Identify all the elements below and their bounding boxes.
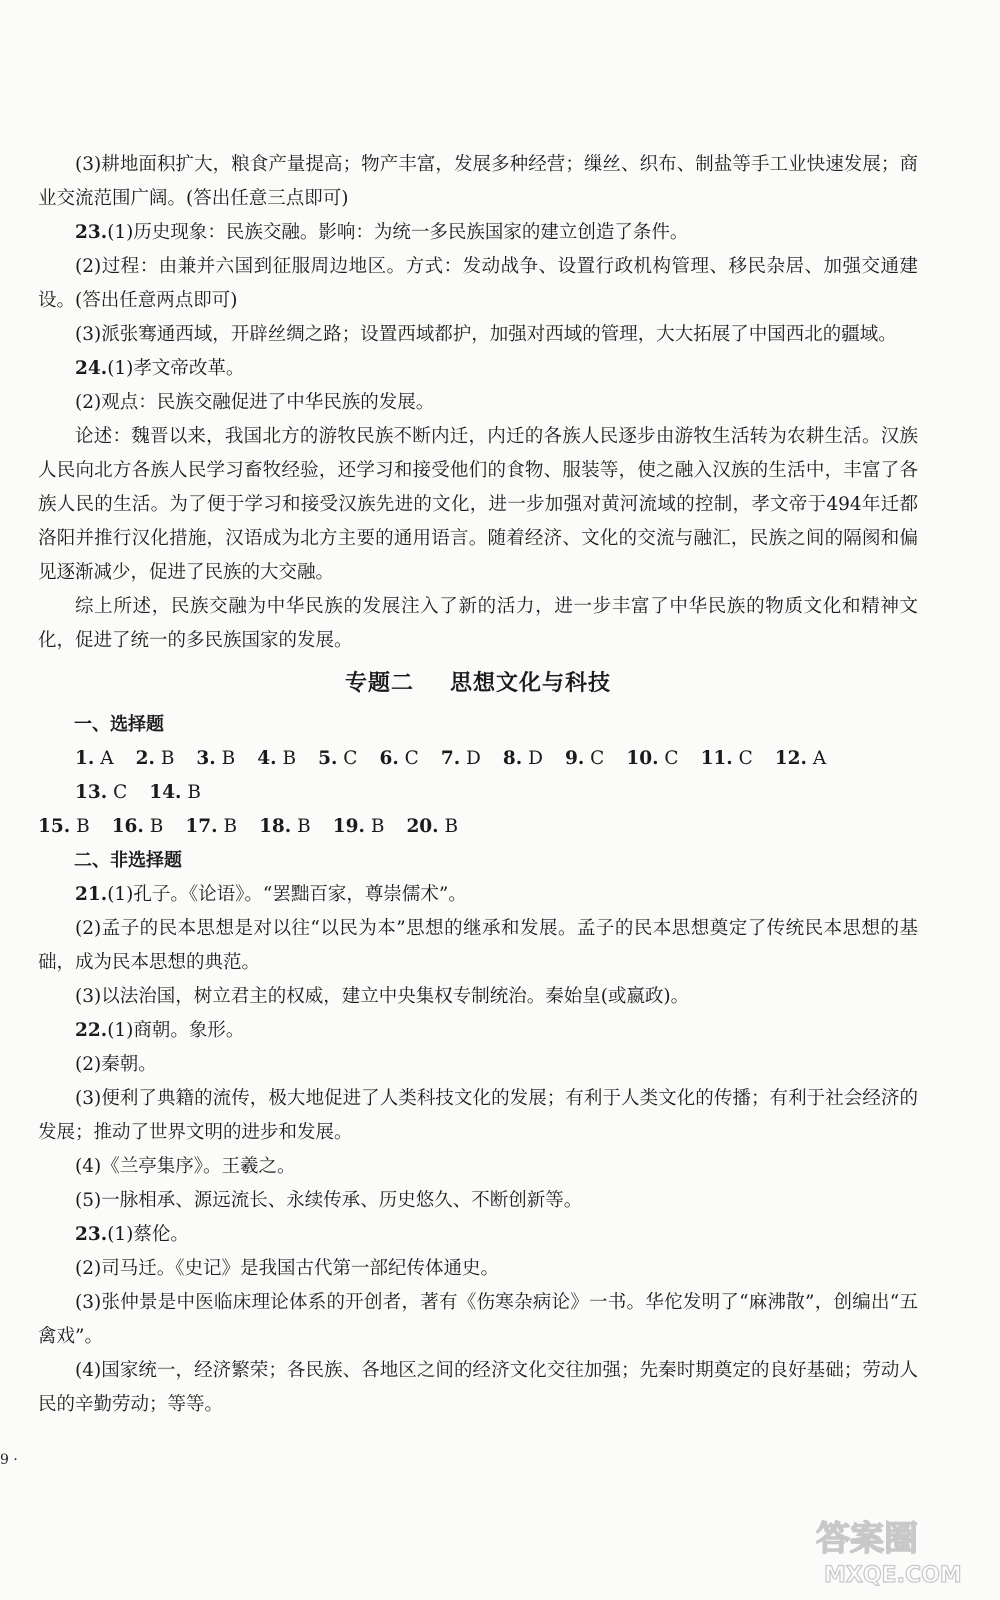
choice-answer xyxy=(775,742,826,776)
answer-text: (5)一脉相承、源远流长、永续传承、历史悠久、不断创新等。 xyxy=(75,1190,583,1211)
topic-one-answers xyxy=(38,148,918,658)
answer-paragraph xyxy=(38,1354,918,1422)
answer-text: (1)孝文帝改革。 xyxy=(107,358,245,379)
choice-answer xyxy=(136,742,175,776)
choice-letter: B xyxy=(160,748,175,769)
answer-text: (4)《兰亭集序》。王羲之。 xyxy=(75,1156,296,1177)
answer-text: (3)耕地面积扩大，粮食产量提高；物产丰富，发展多种经营；缫丝、织布、制盐等手工业快速发展；商业交流范围广阔。(答出任意三点即可) xyxy=(38,154,918,209)
choice-answer xyxy=(318,742,357,776)
choice-number: 6. xyxy=(379,748,399,769)
answer-text: (3)以法治国，树立君主的权威，建立中央集权专制统治。秦始皇(或嬴政)。 xyxy=(75,986,690,1007)
choice-answer xyxy=(503,742,543,776)
answer-text: (1)历史现象：民族交融。影响：为统一多民族国家的建立创造了条件。 xyxy=(107,222,689,243)
choice-answers xyxy=(38,742,918,844)
choice-letter: B xyxy=(149,816,164,837)
choice-letter: B xyxy=(187,782,201,803)
section-nonchoice-heading: 二、非选择题 xyxy=(74,850,182,871)
question-number: 21. xyxy=(75,884,108,905)
choice-answer xyxy=(257,742,296,776)
choice-number: 5. xyxy=(318,748,338,769)
question-number: 24. xyxy=(75,358,108,379)
choice-number: 13. xyxy=(75,782,108,803)
choice-letter: B xyxy=(223,816,238,837)
choice-letter: D xyxy=(466,748,481,769)
choice-answer xyxy=(626,742,678,776)
answer-paragraph xyxy=(38,216,918,250)
answer-text: (2)孟子的民本思想是对以往“以民为本”思想的继承和发展。孟子的民本思想奠定了传统民本思想的基础，成为民本思想的典范。 xyxy=(38,918,918,973)
choice-number: 15. xyxy=(38,816,71,837)
choice-letter: B xyxy=(444,816,459,837)
topic-two-answers xyxy=(38,878,918,1422)
answer-text: (1)商朝。象形。 xyxy=(107,1020,245,1041)
answer-paragraph xyxy=(38,980,918,1014)
choice-number: 2. xyxy=(135,748,155,769)
choice-answer xyxy=(565,742,604,776)
choice-number: 7. xyxy=(440,748,461,769)
choice-letter: C xyxy=(343,748,358,769)
choice-letter: C xyxy=(664,748,679,769)
choice-letter: A xyxy=(812,748,827,769)
choice-number: 12. xyxy=(774,748,807,769)
choice-answers-row xyxy=(38,810,918,844)
answer-paragraph xyxy=(38,148,918,216)
answer-text: 综上所述，民族交融为中华民族的发展注入了新的活力，进一步丰富了中华民族的物质文化和精神文化，促进了统一的多民族国家的发展。 xyxy=(38,596,918,651)
choice-number: 1. xyxy=(75,748,95,769)
choice-number: 16. xyxy=(111,816,144,837)
choice-letter: B xyxy=(297,816,311,837)
answer-text: 论述：魏晋以来，我国北方的游牧民族不断内迁，内迁的各族人民逐步由游牧生活转为农耕生活。汉族人民向北方各族人民学习畜牧经验，还学习和接受他们的食物、服装等，使之融入汉族的生活中，丰富了各族人民的生活。为了便于学习和接受汉族先进的文化，进一步加强对黄河流域的控制，孝文帝于494年迁都洛阳并推行汉化措施，汉语成为北方主要的通用语言。随着经济、文化的交流与融汇，民族之间的隔阂和偏见逐渐减少，促进了民族的大交融。 xyxy=(38,426,918,583)
answer-page xyxy=(38,148,918,1422)
answer-paragraph xyxy=(38,1184,918,1218)
choice-answer xyxy=(185,810,237,844)
choice-answer xyxy=(196,742,235,776)
answer-paragraph xyxy=(38,878,918,912)
choice-letter: C xyxy=(404,748,419,769)
choice-number: 8. xyxy=(502,748,523,769)
choice-answer xyxy=(149,776,201,810)
choice-letter: A xyxy=(100,748,114,769)
choice-letter: B xyxy=(370,816,385,837)
choice-letter: C xyxy=(738,748,753,769)
section-choice-heading: 一、选择题 xyxy=(74,714,164,735)
answer-paragraph xyxy=(38,250,918,318)
answer-paragraph xyxy=(38,590,918,658)
answer-paragraph xyxy=(38,1218,918,1252)
answer-text: (2)司马迁。《史记》是我国古代第一部纪传体通史。 xyxy=(75,1258,499,1279)
choice-number: 19. xyxy=(332,816,365,837)
watermark-line2: MXQE.COM xyxy=(824,1563,962,1588)
topic-number: 专题二 xyxy=(344,671,414,696)
answer-text: (3)便利了典籍的流传，极大地促进了人类科技文化的发展；有利于人类文化的传播；有利于社会经济的发展；推动了世界文明的进步和发展。 xyxy=(38,1088,918,1143)
answer-paragraph xyxy=(38,318,918,352)
answer-paragraph xyxy=(38,352,918,386)
answer-paragraph xyxy=(38,1150,918,1184)
choice-letter: B xyxy=(282,748,297,769)
choice-number: 4. xyxy=(257,748,277,769)
question-number: 23. xyxy=(75,222,108,243)
answer-text: (2)观点：民族交融促进了中华民族的发展。 xyxy=(75,392,435,413)
question-number: 22. xyxy=(75,1020,108,1041)
choice-number: 20. xyxy=(406,816,439,837)
answer-paragraph xyxy=(38,1082,918,1150)
choice-letter: B xyxy=(221,748,236,769)
choice-number: 10. xyxy=(626,748,659,769)
choice-number: 11. xyxy=(700,748,733,769)
choice-answer xyxy=(701,742,753,776)
choice-answers-row xyxy=(75,742,918,810)
page-number: 9 · xyxy=(0,1452,18,1468)
watermark-line1: 答案圈 xyxy=(816,1519,918,1559)
answer-text: (3)张仲景是中医临床理论体系的开创者，著有《伤寒杂病论》一书。华佗发明了“麻沸散”，创编出“五禽戏”。 xyxy=(38,1292,918,1347)
answer-paragraph xyxy=(38,912,918,980)
choice-answer xyxy=(38,810,90,844)
answer-text: (2)过程：由兼并六国到征服周边地区。方式：发动战争、设置行政机构管理、移民杂居、加强交通建设。(答出任意两点即可) xyxy=(38,256,918,311)
answer-text: (1)孔子。《论语》。“罢黜百家，尊崇儒术”。 xyxy=(107,884,467,905)
answer-text: (1)蔡伦。 xyxy=(107,1224,189,1245)
choice-answer xyxy=(333,810,385,844)
choice-number: 17. xyxy=(185,816,218,837)
choice-letter: C xyxy=(590,748,605,769)
choice-answer xyxy=(441,742,481,776)
choice-number: 9. xyxy=(564,748,585,769)
choice-answer xyxy=(259,810,311,844)
answer-paragraph xyxy=(38,386,918,420)
choice-letter: C xyxy=(113,782,128,803)
answer-paragraph xyxy=(38,1014,918,1048)
choice-answer xyxy=(75,776,127,810)
choice-answer xyxy=(75,742,114,776)
answer-paragraph xyxy=(38,1252,918,1286)
question-number: 23. xyxy=(75,1224,108,1245)
choice-number: 18. xyxy=(259,816,292,837)
answer-paragraph xyxy=(38,1048,918,1082)
choice-letter: D xyxy=(528,748,543,769)
answer-text: (2)秦朝。 xyxy=(75,1054,157,1075)
answer-text: (3)派张骞通西域，开辟丝绸之路；设置西域都护，加强对西域的管理，大大拓展了中国西北的疆域。 xyxy=(75,324,897,345)
topic-title xyxy=(38,666,918,702)
choice-answer xyxy=(406,810,458,844)
answer-paragraph xyxy=(38,420,918,590)
topic-name: 思想文化与科技 xyxy=(450,671,612,696)
choice-number: 14. xyxy=(149,782,182,803)
choice-number: 3. xyxy=(196,748,216,769)
choice-answer xyxy=(379,742,418,776)
answer-text: (4)国家统一，经济繁荣；各民族、各地区之间的经济文化交往加强；先秦时期奠定的良好基础；劳动人民的辛勤劳动；等等。 xyxy=(38,1360,918,1415)
choice-answer xyxy=(112,810,164,844)
choice-letter: B xyxy=(76,816,90,837)
answer-paragraph xyxy=(38,1286,918,1354)
watermark-logo xyxy=(806,1504,976,1590)
